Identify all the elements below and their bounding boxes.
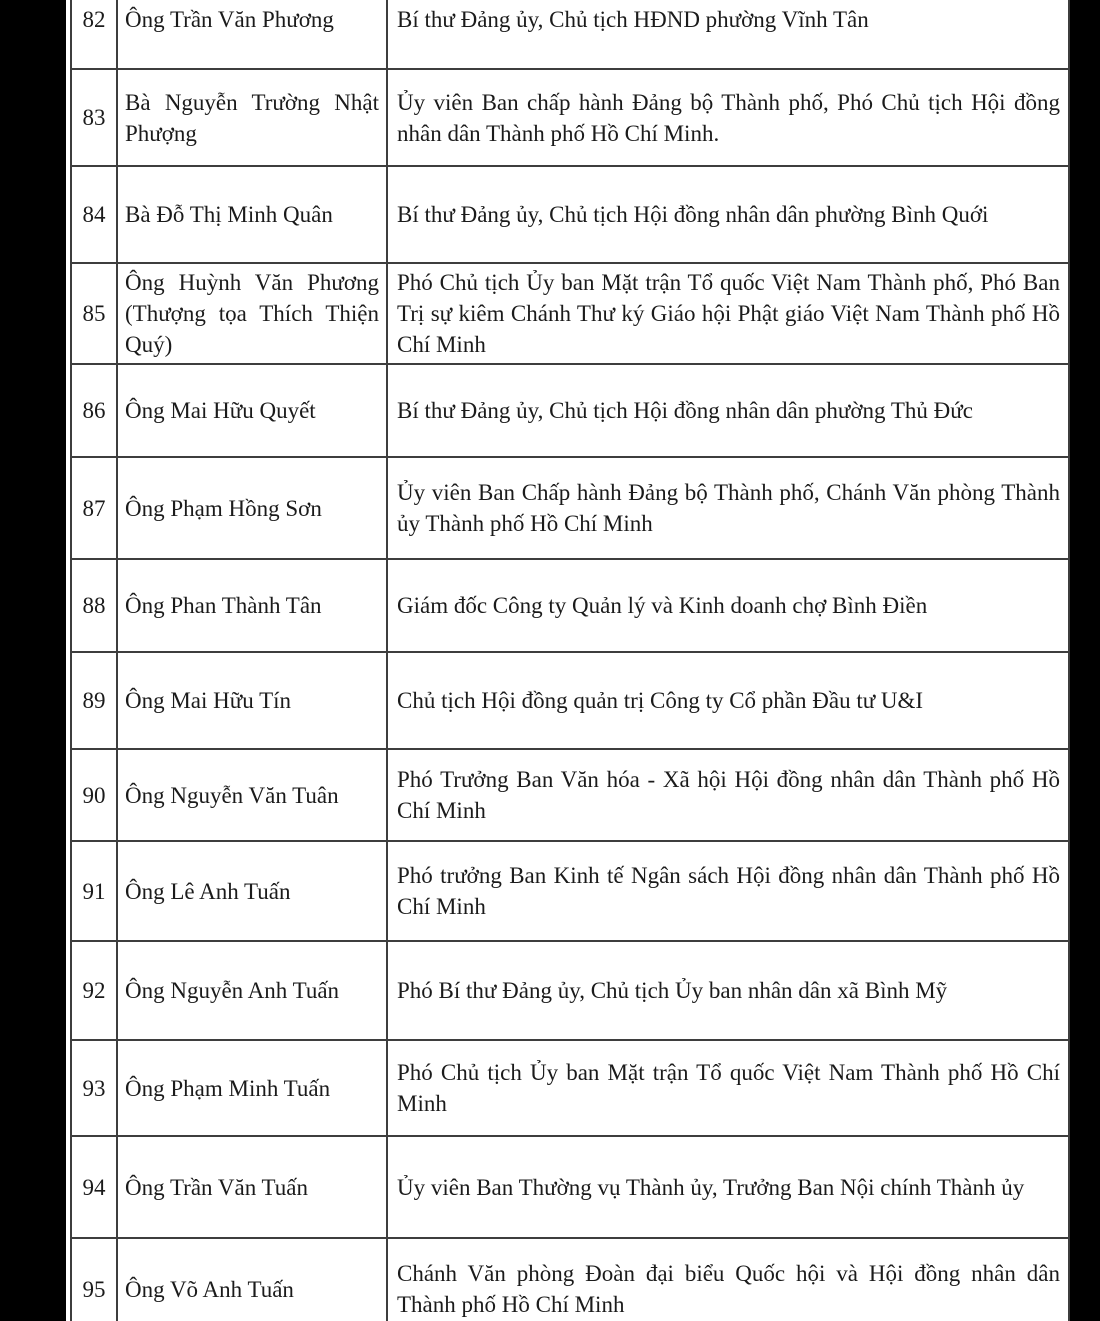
table-row (70, 558, 1070, 651)
delegate-position: Bí thư Đảng ủy, Chủ tịch Hội đồng nhân dân phường Bình Quới (397, 202, 989, 227)
delegate-position-cell (386, 264, 1070, 363)
row-number-cell (70, 365, 116, 456)
delegate-name: Ông Huỳnh Văn Phương (Thượng tọa Thích Thiện Quý) (125, 270, 379, 357)
row-number-cell (70, 167, 116, 262)
table-row (70, 165, 1070, 262)
table-row (70, 0, 1070, 68)
delegate-name-cell (116, 264, 386, 363)
document-page (66, 0, 1070, 1321)
row-number: 92 (82, 978, 106, 1003)
delegate-name: Ông Mai Hữu Quyết (125, 398, 316, 423)
delegate-name: Ông Phạm Minh Tuấn (125, 1075, 331, 1101)
table-row (70, 1039, 1070, 1135)
delegate-position: Giám đốc Công ty Quản lý và Kinh doanh chợ Bình Điền (397, 593, 928, 618)
table-row (70, 940, 1070, 1039)
delegate-position-cell (386, 653, 1070, 748)
row-number-cell (70, 1137, 116, 1237)
row-number: 95 (82, 1276, 106, 1302)
row-number: 89 (82, 688, 106, 713)
delegate-position-cell (386, 0, 1070, 68)
row-number-cell (70, 1239, 116, 1321)
row-number-cell (70, 653, 116, 748)
table-row (70, 68, 1070, 165)
delegate-name: Ông Nguyễn Anh Tuấn (125, 978, 340, 1003)
delegate-position-cell (386, 70, 1070, 165)
delegate-position: Phó Trưởng Ban Văn hóa - Xã hội Hội đồng nhân dân Thành phố Hồ Chí Minh (397, 767, 1060, 823)
row-number: 93 (82, 1075, 106, 1101)
table-row (70, 456, 1070, 558)
delegate-position: Bí thư Đảng ủy, Chủ tịch HĐND phường Vĩnh Tân (397, 7, 869, 32)
delegate-position-cell (386, 750, 1070, 840)
delegate-name: Bà Nguyễn Trường Nhật Phượng (125, 89, 379, 146)
row-number: 86 (82, 398, 106, 423)
delegate-name: Ông Lê Anh Tuấn (125, 878, 291, 904)
delegate-position-cell (386, 942, 1070, 1039)
delegate-name-cell (116, 167, 386, 262)
table-row (70, 840, 1070, 940)
delegate-position: Phó Bí thư Đảng ủy, Chủ tịch Ủy ban nhân dân xã Bình Mỹ (397, 978, 948, 1003)
delegate-position-cell (386, 365, 1070, 456)
delegates-table (70, 0, 1070, 1321)
delegate-position-cell (386, 458, 1070, 558)
delegate-position: Phó trưởng Ban Kinh tế Ngân sách Hội đồng nhân dân Thành phố Hồ Chí Minh (397, 863, 1060, 919)
row-number: 82 (82, 7, 106, 32)
delegate-position-cell (386, 842, 1070, 940)
delegate-position: Chánh Văn phòng Đoàn đại biểu Quốc hội và Hội đồng nhân dân Thành phố Hồ Chí Minh (397, 1261, 1060, 1317)
row-number: 88 (82, 593, 106, 618)
delegate-name-cell (116, 942, 386, 1039)
table-row (70, 363, 1070, 456)
delegate-name: Ông Trần Văn Phương (125, 7, 334, 32)
row-number: 85 (82, 301, 106, 326)
delegate-name-cell (116, 653, 386, 748)
delegate-position-cell (386, 1041, 1070, 1135)
row-number: 94 (82, 1174, 106, 1200)
delegate-position: Ủy viên Ban Thường vụ Thành ủy, Trưởng Ban Nội chính Thành ủy (397, 1174, 1025, 1200)
row-number-cell (70, 0, 116, 68)
delegate-position: Ủy viên Ban Chấp hành Đảng bộ Thành phố, Chánh Văn phòng Thành ủy Thành phố Hồ Chí Minh (397, 480, 1060, 536)
table-row (70, 651, 1070, 748)
delegate-position: Chủ tịch Hội đồng quản trị Công ty Cổ phần Đầu tư U&I (397, 688, 924, 713)
delegate-name: Ông Võ Anh Tuấn (125, 1276, 294, 1302)
delegate-name-cell (116, 750, 386, 840)
delegate-position: Bí thư Đảng ủy, Chủ tịch Hội đồng nhân dân phường Thủ Đức (397, 398, 973, 423)
delegate-name-cell (116, 0, 386, 68)
row-number-cell (70, 264, 116, 363)
delegate-name: Ông Nguyễn Văn Tuân (125, 782, 339, 808)
table-row (70, 748, 1070, 840)
row-number-cell (70, 560, 116, 651)
row-number: 90 (82, 782, 106, 808)
delegate-name-cell (116, 365, 386, 456)
right-black-band (1070, 0, 1100, 1321)
delegate-position: Phó Chủ tịch Ủy ban Mặt trận Tổ quốc Việt Nam Thành phố, Phó Ban Trị sự kiêm Chánh Thư ký Giáo hội Phật giáo Việt Nam Thành phố Hồ Chí Minh (397, 270, 1060, 357)
delegate-name-cell (116, 458, 386, 558)
table-row (70, 1135, 1070, 1237)
delegate-position-cell (386, 1137, 1070, 1237)
delegate-name: Ông Trần Văn Tuấn (125, 1174, 308, 1200)
row-number-cell (70, 842, 116, 940)
delegate-name: Ông Phạm Hồng Sơn (125, 495, 322, 521)
left-black-band (0, 0, 66, 1321)
delegate-name-cell (116, 70, 386, 165)
delegate-name-cell (116, 842, 386, 940)
delegate-name-cell (116, 1239, 386, 1321)
delegate-name-cell (116, 1041, 386, 1135)
delegate-name: Ông Phan Thành Tân (125, 593, 322, 618)
table-row (70, 262, 1070, 363)
delegate-position: Phó Chủ tịch Ủy ban Mặt trận Tổ quốc Việt Nam Thành phố Hồ Chí Minh (397, 1060, 1060, 1116)
delegate-position: Ủy viên Ban chấp hành Đảng bộ Thành phố, Phó Chủ tịch Hội đồng nhân dân Thành phố Hồ Chí Minh. (397, 89, 1060, 146)
table-row (70, 1237, 1070, 1321)
delegate-name: Bà Đỗ Thị Minh Quân (125, 202, 333, 227)
row-number: 83 (82, 105, 106, 130)
row-number: 87 (82, 495, 106, 521)
delegate-position-cell (386, 1239, 1070, 1321)
row-number: 84 (82, 202, 106, 227)
row-number-cell (70, 458, 116, 558)
delegate-position-cell (386, 167, 1070, 262)
row-number: 91 (82, 878, 106, 904)
row-number-cell (70, 942, 116, 1039)
delegate-name-cell (116, 560, 386, 651)
row-number-cell (70, 750, 116, 840)
delegate-name: Ông Mai Hữu Tín (125, 688, 292, 713)
row-number-cell (70, 1041, 116, 1135)
delegate-position-cell (386, 560, 1070, 651)
delegate-name-cell (116, 1137, 386, 1237)
row-number-cell (70, 70, 116, 165)
